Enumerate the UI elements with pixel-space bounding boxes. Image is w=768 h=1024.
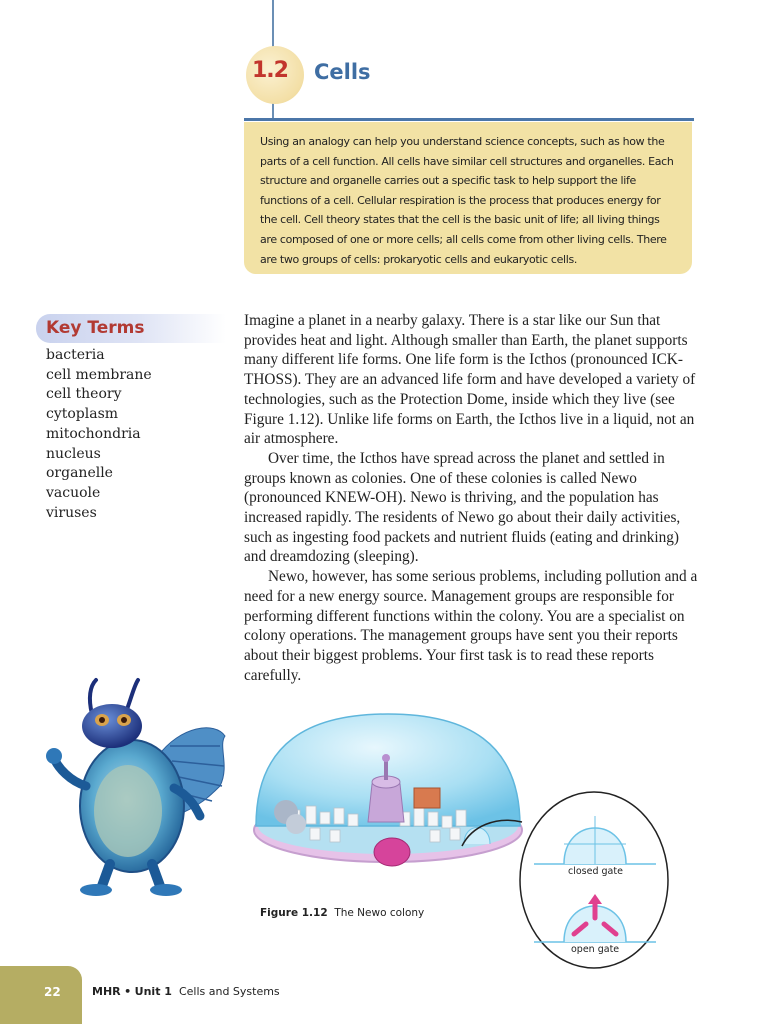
section-title: Cells	[314, 60, 371, 84]
gate-detail-bubble	[456, 786, 682, 972]
footer-publisher: MHR	[92, 985, 121, 998]
key-term: organelle	[46, 465, 113, 482]
footer-unit-title: Cells and Systems	[178, 985, 280, 998]
figure-label: Figure 1.12	[260, 907, 328, 919]
key-term: cell theory	[46, 386, 122, 403]
key-terms-title: Key Terms	[46, 318, 145, 338]
summary-top-rule	[244, 118, 694, 121]
body-paragraph: Imagine a planet in a nearby galaxy. There is a star like our Sun that provides heat and light. Although smaller than Earth, the planet supports many different life forms. One life form is the Icthos (pronounced ICK-THOSS). They are an advanced life form and have developed a variety of technologies, such as the Protection Dome, inside which they live (see Figure 1.12). Unlike life forms on Earth, the Icthos live in a liquid, not an air atmosphere.	[244, 312, 696, 448]
figure-caption-text: The Newo colony	[334, 907, 425, 919]
key-term: nucleus	[46, 445, 101, 462]
footer-separator: •	[124, 985, 132, 998]
key-term: cell membrane	[46, 366, 152, 383]
open-gate-label: open gate	[571, 944, 620, 955]
icthos-creature-illustration	[40, 676, 230, 906]
footer-page-tab	[0, 966, 82, 1024]
key-term: mitochondria	[46, 425, 141, 442]
figure-caption	[260, 907, 424, 919]
key-term: viruses	[46, 504, 97, 521]
section-summary: Using an analogy can help you understand science concepts, such as how the parts of a cell function. All cells have similar cell structures and organelles. Each structure and organelle carries out a specific task to help support the life functions of a cell. Cellular respiration is the process that produces energy for the cell. Cell theory states that the cell is the basic unit of life; all living things are composed of one or more cells; all cells come from other living cells. There are two groups of cells: prokaryotic cells and eukaryotic cells.	[244, 122, 692, 274]
page-number: 22	[44, 985, 61, 999]
section-number: 1.2	[252, 58, 288, 83]
body-paragraph: Over time, the Icthos have spread across the planet and settled in groups known as colonies. One of these colonies is called Newo (pronounced KNEW-OH). Newo is thriving, and the population has increased rapidly. The residents of Newo go about their daily activities, such as ingesting food packets and nutrient fluids (eating and drinking) and dreamdozing (sleeping).	[244, 449, 681, 566]
key-term: vacuole	[46, 484, 101, 501]
key-term: cytoplasm	[46, 406, 119, 423]
body-text	[244, 311, 698, 685]
key-term: bacteria	[46, 347, 105, 363]
body-paragraph: Newo, however, has some serious problems, including pollution and a need for a new energy source. Management groups are responsible for performing different functions within the colony. You are a specialist on colony operations. The management groups have sent you their reports about their biggest problems. Your first task is to read these reports carefully.	[244, 568, 698, 684]
closed-gate-label: closed gate	[568, 866, 623, 877]
key-terms-list	[46, 346, 152, 523]
footer-running-head	[92, 985, 280, 998]
footer-unit: Unit 1	[134, 985, 172, 998]
